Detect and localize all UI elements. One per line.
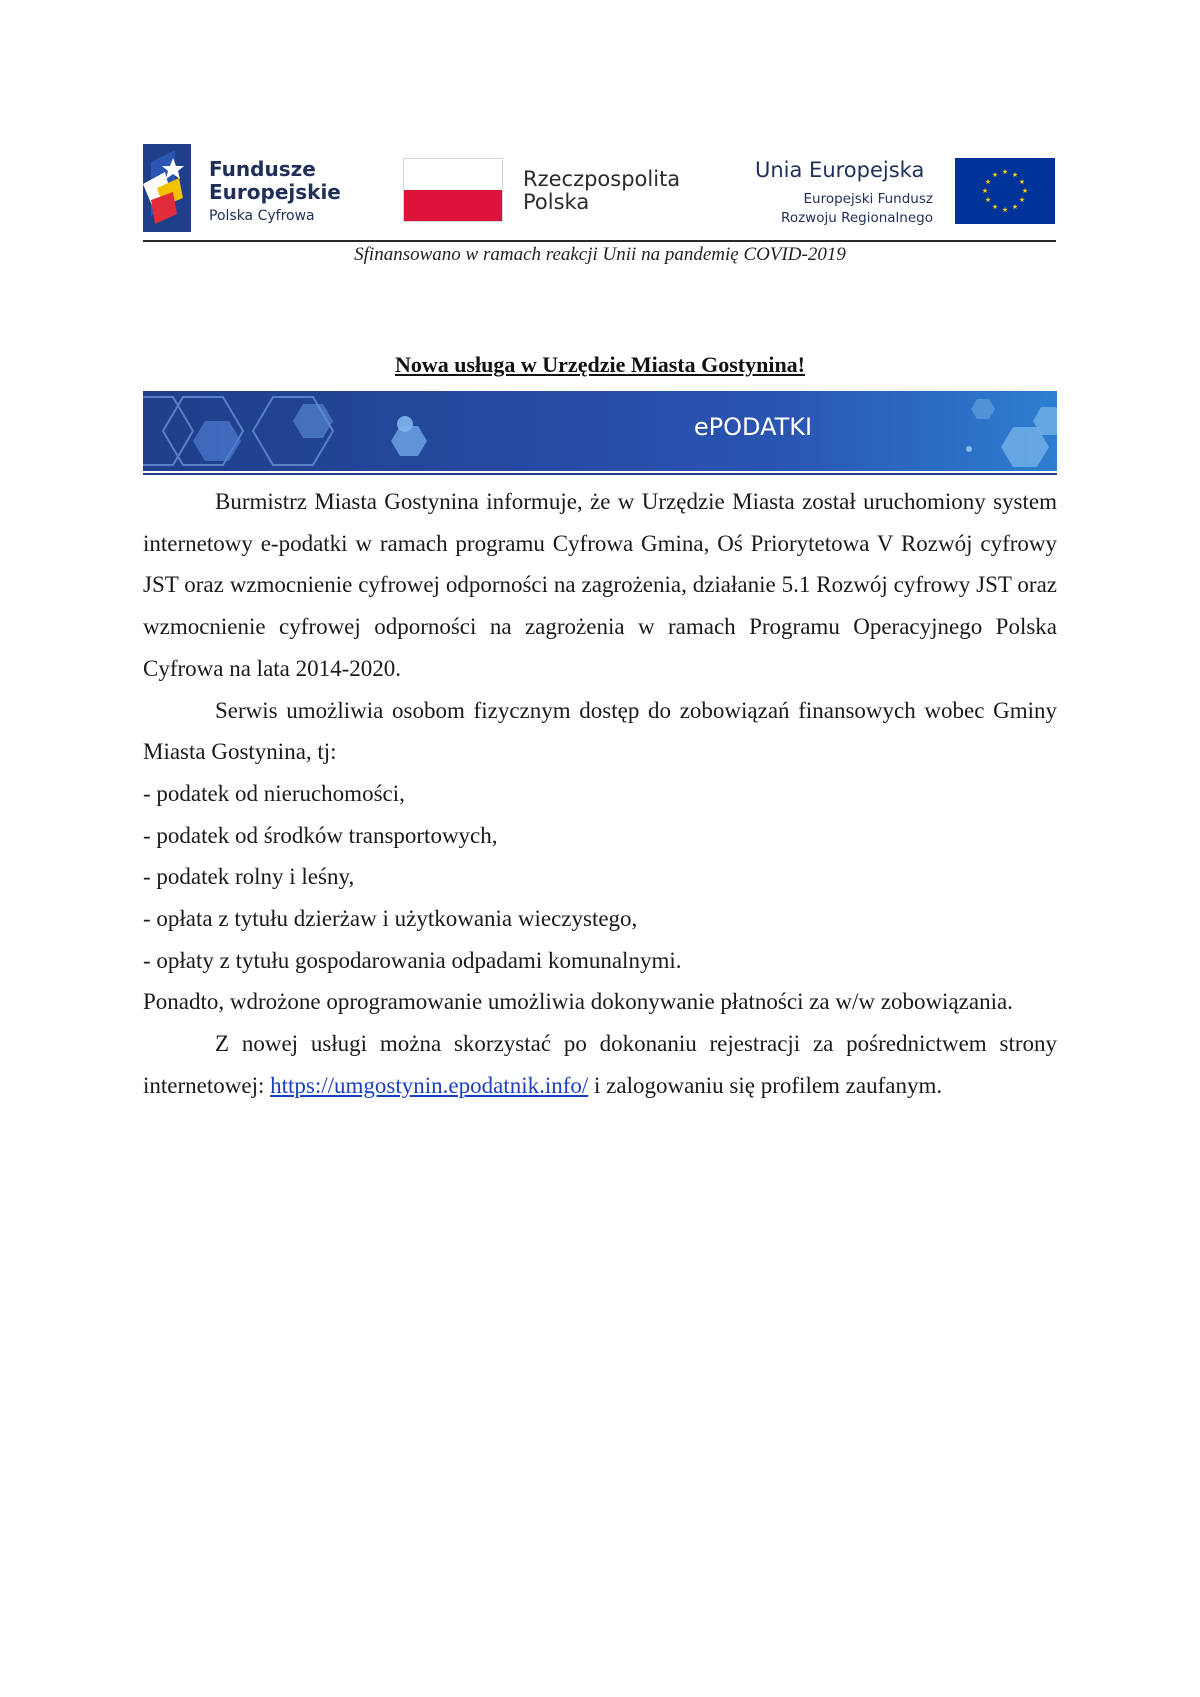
paragraph-service: Serwis umożliwia osobom fizycznym dostęp do zobowiązań finansowych wobec Gminy Miasta Gostynina, tj: <box>143 697 1057 765</box>
svg-text:★: ★ <box>1001 168 1009 176</box>
svg-text:★: ★ <box>1011 171 1019 179</box>
epodatnik-link[interactable]: https://umgostynin.epodatnik.info/ <box>270 1072 589 1098</box>
svg-text:★: ★ <box>981 187 989 195</box>
ue-fund-subtitle <box>781 190 933 228</box>
svg-text:★: ★ <box>1018 196 1026 204</box>
list-item: - opłaty z tytułu gospodarowania odpadami komunalnymi. <box>143 947 682 973</box>
paragraph-intro: Burmistrz Miasta Gostynina informuje, że w Urzędzie Miasta został uruchomiony system internetowy e-podatki w ramach programu Cyfrowa Gmina, Oś Priorytetowa V Rozwój cyfrowy JST oraz wzmocnienie cyfrowej odporności na zagrożenia, działanie 5.1 Rozwój cyfrowy JST oraz wzmocnienie cyfrowej odporności na zagrożenia w ramach Programu Operacyjnego Polska Cyfrowa na lata 2014-2020. <box>143 489 1057 681</box>
fe-logo-subtitle: Polska Cyfrowa <box>209 208 315 224</box>
svg-text:★: ★ <box>1018 178 1026 186</box>
list-item: - podatek rolny i leśny, <box>143 864 355 890</box>
paragraph-registration <box>143 1023 1057 1106</box>
header-divider <box>143 240 1056 242</box>
ue-sub-line1: Europejski Fundusz <box>803 191 933 207</box>
page-title: Nowa usługa w Urzędzie Miasta Gostynina! <box>394 352 806 377</box>
fundusze-europejskie-text <box>209 158 341 204</box>
funding-note: Sfinansowano w ramach reakcji Unii na pandemię COVID-2019 <box>354 244 846 265</box>
svg-text:★: ★ <box>984 178 992 186</box>
epodatki-banner <box>143 391 1057 471</box>
ue-sub-line2: Rozwoju Regionalnego <box>781 210 933 226</box>
paragraph-payments: Ponadto, wdrożone oprogramowanie umożliwia dokonywanie płatności za w/w zobowiązania. <box>143 989 1013 1015</box>
fundusze-europejskie-logo <box>143 144 343 236</box>
svg-text:★: ★ <box>1021 187 1029 195</box>
banner-title <box>653 413 853 441</box>
rp-logo-line1: Rzeczpospolita <box>523 167 681 191</box>
document-body <box>143 481 1057 1107</box>
svg-text:★: ★ <box>1001 206 1009 214</box>
banner-underline <box>143 473 1057 475</box>
hexagon-pattern-icon <box>143 391 1057 471</box>
rp-logo-line2: Polska <box>523 190 590 214</box>
fe-logo-line2: Europejskie <box>209 180 341 204</box>
poland-flag-icon <box>403 158 503 222</box>
list-item: - podatek od środków transportowych, <box>143 822 498 848</box>
svg-text:★: ★ <box>991 171 999 179</box>
banner-title-prefix: e <box>693 413 709 441</box>
logo-bar <box>143 142 1055 242</box>
registration-text-end: i zalogowaniu się profilem zaufanym. <box>588 1072 943 1098</box>
registration-text-start: Z nowej usługi można skorzystać po dokonaniu rejestracji za pośrednictwem strony internetowej: <box>143 1031 1057 1098</box>
list-item: - opłata z tytułu dzierżaw i użytkowania wieczystego, <box>143 906 638 932</box>
svg-text:★: ★ <box>1011 203 1019 211</box>
fundusze-europejskie-emblem-icon <box>143 144 191 232</box>
list-item: - podatek od nieruchomości, <box>143 780 405 806</box>
banner-title-word: PODATKI <box>708 413 813 441</box>
eu-flag-icon <box>955 158 1055 224</box>
svg-text:★: ★ <box>991 203 999 211</box>
svg-text:★: ★ <box>984 196 992 204</box>
obligations-list <box>143 773 1057 982</box>
rzeczpospolita-polska-text <box>523 168 680 214</box>
unia-europejska-title: Unia Europejska <box>755 158 925 182</box>
fe-logo-line1: Fundusze <box>209 157 316 181</box>
